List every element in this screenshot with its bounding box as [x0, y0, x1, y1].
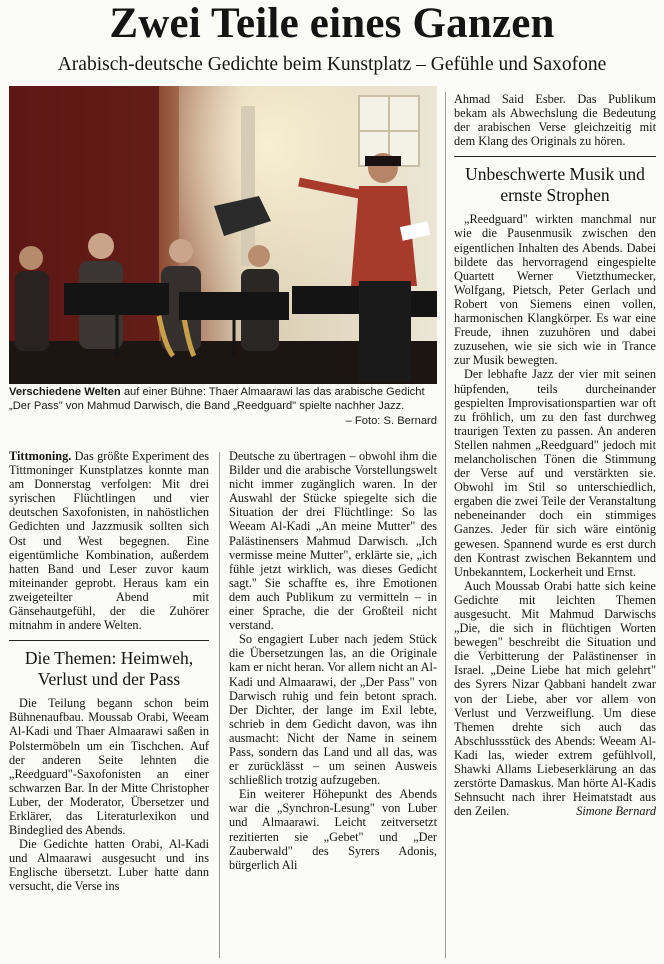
article-paragraph: Ein weiterer Höhepunkt des Abends war die „Synchron-Lesung" von Luber und Almaarawi. Leicht zeitversetzt rezitierten sie „Gebet" und „Der Zauberwald" des Syrers Adonis, bürgerlich Ali: [229, 787, 437, 872]
column-divider: [219, 452, 220, 958]
article-paragraph: [9, 449, 209, 632]
article-paragraph: Ahmad Said Esber. Das Publikum bekam als Abwechslung die Bedeutung der arabischen Verse gleichzeitig mit dem Klang des Originals zu hören.: [454, 92, 656, 149]
subheadline: Arabisch-deutsche Gedichte beim Kunstplatz – Gefühle und Saxofone: [57, 54, 607, 75]
caption-text: auf einer Bühne: Thaer Almaarawi las das arabische Gedicht „Der Pass" von Mahmud Darwisch, die Band „Reedguard" spielte nachher Jazz.: [9, 386, 425, 413]
photo-credit: – Foto: S. Bernard: [345, 414, 437, 427]
article-paragraph: Die Teilung begann schon beim Bühnenaufbau. Moussab Orabi, Weeam Al-Kadi und Thaer Almaarawi saßen in Polstermöbeln um ein Tischchen. Auf der anderen Seite lehnten die „Reedguard"-Saxofonisten an einer schwarzen Bar. In der Mitte Christopher Luber, der Moderator, Übersetzer und Erklärer, das Literaturlexikon und Bindeglied des Abends.: [9, 696, 209, 838]
column-divider: [445, 92, 446, 958]
article-photo: [9, 86, 437, 384]
headline: Zwei Teile eines Ganzen: [109, 0, 555, 47]
article-column-2: [229, 449, 437, 872]
paragraph-text: Das größte Experiment des Tittmoninger Kunstplatzes konnte man am Donnerstag verfolgen: Mit drei syrischen Flüchtlingen und vier deutschen Saxofonisten, in nahöstlichen Gedichten und Jazzmusik sollten sich Ost und West begegnen. Eine eigentümliche Kombination, außerdem hatten Band und Leser zuvor kaum miteinander geprobt. Heraus kam ein zweigeteilter Abend mit Gänsehautgefühl, der die Zuhörer mitnahm in andere Welten.: [9, 449, 209, 633]
paragraph-text: Auch Moussab Orabi hatte sich keine Gedichte mit leichten Themen ausgesucht. Mit Mahmud Darwischs „Die, die sich in flüchtigen Worten bewegen" beschreibt die Situation und die Verbitterung der Palästinenser in Israel. „Deine Liebe hat mich gelehrt" des Syrers Nizar Qabbani handelt zwar von der Liebe, aber vor allem von Verlust und Verzweiflung. Um diese Themen drehte sich auch das Abschlussstück des Abends: Weeam Al-Kadi las, wieder extrem gefühlvoll, Shawki Allams Liebeserklärung an das zerstörte Damaskus. Man hörte Al-Kadis Sehnsucht nach ihrer Heimatstadt aus den Zeilen.: [454, 578, 656, 819]
section-subheading: Unbeschwerte Musik und ernste Strophen: [454, 156, 656, 206]
article-paragraph: So engagiert Luber nach jedem Stück die Übersetzungen las, an die Originale kam er nicht heran. Vor allem nicht an Al-Kadi und Almaarawi, der „Der Pass" von Darwisch ruhig und fein betont sprach. Der Dichter, der lange im Exil lebte, schrieb in dem Gedicht davon, was ihn ausmacht: Nicht der Name in seinem Pass, sondern das Land und all das, was er zurücklässt – um seinen Ausweis schließlich trotzig aufzugeben.: [229, 632, 437, 788]
article-paragraph: „Reedguard" wirkten manchmal nur wie die Pausenmusik zwischen den eigentlichen Inhalten des Abends. Dabei bildete das hervorragend eingespielte Quartett Werner Vietzthumecker, Wolfgang, Pietsch, Peter Gerlach und Robert von Siemens einen vollen, harmonischen Klangkörper. Es war eine Freude, ihnen zuzuhören und dabei zuzusehen, wie sie sich wie in Trance zur Musik bewegten.: [454, 212, 656, 368]
caption-lead: Verschiedene Welten: [9, 386, 121, 398]
photo-caption: [9, 385, 437, 428]
article-paragraph: Deutsche zu übertragen – obwohl ihm die Bilder und die arabische Vorstellungswelt nicht immer zugänglich waren. In der Auswahl der Stücke spiegelte sich die Situation der drei Flüchtlinge: So las Weeam Al-Kadi „An meine Mutter" des Palästinensers Mahmud Darwisch. „Ich vermisse meine Mutter", erklärte sie, „ich fühle jetzt wirklich, was dieses Gedicht sagt." Sie schaffte es, ihre Emotionen dem auch Publikum zu vermitteln – in einer Sprache, die der Großteil nicht verstand.: [229, 449, 437, 633]
article-column-1: [9, 449, 209, 894]
article-column-3: [454, 92, 656, 818]
article-paragraph: Die Gedichte hatten Orabi, Al-Kadi und Almaarawi ausgesucht und ins Englische übersetzt. Luber hatte dann versucht, die Verse ins: [9, 837, 209, 894]
section-subheading: Die Themen: Heimweh, Verlust und der Pass: [9, 640, 209, 690]
article-paragraph: [454, 579, 656, 819]
author-signature: Simone Bernard: [576, 804, 656, 819]
article-paragraph: Der lebhafte Jazz der vier mit seinen hüpfenden, teils durcheinander gespielten Improvisationspartien war oft zu fröhlich, um zu den fast durchweg traurigen Texten zu passen. An anderen Stellen nahmen „Reedguard" jedoch mit melancholischen Tönen die Stimmung der Verse auf und verstärkten sie. Obwohl im Stil so unterschiedlich, ergaben die zwei Teile der Veranstaltung nebeneinander doch ein stimmiges Ganzes. Jeder für sich wäre eintönig gewesen. Spannend wurde es erst durch den Kontrast zwischen Bekanntem und Unbekanntem, Lockerheit und Ernst.: [454, 367, 656, 579]
dateline: Tittmoning.: [9, 449, 72, 463]
